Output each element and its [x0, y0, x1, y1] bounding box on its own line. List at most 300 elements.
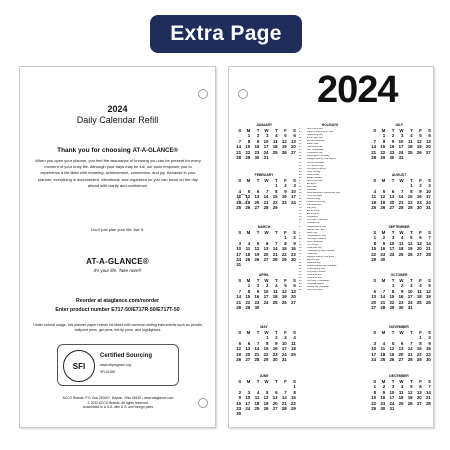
holiday-date: 28 — [299, 268, 302, 271]
holiday-name: Washington's Birthday — [307, 155, 330, 158]
day-cell: 3 — [410, 283, 413, 289]
day-cell: 19 — [380, 199, 386, 205]
day-cell: 21 — [254, 351, 260, 357]
weekday-label: T — [256, 178, 260, 183]
holiday-name: Earth Day — [307, 185, 318, 188]
day-cell: 9 — [256, 138, 260, 144]
extra-page-badge: Extra Page — [150, 15, 302, 53]
day-cell: 2 — [293, 235, 296, 241]
weekday-label: T — [274, 178, 278, 183]
refill-title: Daily Calendar Refill — [76, 115, 159, 125]
day-cell: 29 — [380, 155, 386, 161]
day-cell: 24 — [389, 251, 395, 257]
day-cell: 14 — [371, 144, 377, 150]
day-cell: 28 — [236, 155, 242, 161]
day-cell: 6 — [266, 240, 269, 246]
holiday-date: 2 — [299, 134, 301, 137]
day-cell: 16 — [254, 294, 260, 300]
day-cell: 9 — [419, 188, 422, 194]
address-line: © 2022 ACCO Brands. All rights reserved. — [87, 400, 149, 405]
holiday-name: Passover — [307, 188, 317, 191]
weekday-label: S — [238, 128, 242, 133]
day-cell: 23 — [281, 199, 287, 205]
day-cell: 6 — [373, 288, 377, 294]
day-cell: 3 — [401, 133, 404, 139]
weekday-label: M — [246, 379, 251, 384]
holiday-date: 3 — [299, 255, 301, 258]
day-cell: 1 — [266, 335, 269, 341]
day-cell: 16 — [290, 246, 296, 252]
day-cell: 30 — [254, 155, 260, 161]
day-cell: 15 — [245, 294, 251, 300]
dont-just-plan: Don't just plan your life, live it. — [91, 227, 144, 232]
day-cell: 25 — [245, 257, 251, 263]
day-cell: 15 — [380, 144, 386, 150]
day-cell: 19 — [425, 294, 431, 300]
binder-hole — [238, 89, 248, 99]
day-cell: 18 — [245, 251, 251, 257]
day-cell: 14 — [380, 294, 386, 300]
day-cell — [287, 357, 296, 362]
day-cell: 27 — [371, 305, 377, 311]
holiday-name: Lincoln's Birthday — [307, 140, 325, 143]
weekday-label: W — [399, 330, 404, 335]
weekday-label: W — [399, 178, 404, 183]
weekday-label: T — [256, 379, 260, 384]
weekday-label: M — [381, 379, 386, 384]
holiday-date: 14 — [299, 207, 302, 210]
day-cell — [269, 411, 278, 416]
weekday-label: W — [264, 379, 269, 384]
day-cell: 27 — [416, 251, 422, 257]
day-cell: 5 — [247, 188, 251, 194]
day-cell: 19 — [263, 400, 269, 406]
day-cell: 15 — [272, 194, 278, 200]
holiday-name: Juneteenth — [307, 216, 319, 219]
day-cell — [269, 155, 278, 160]
weekday-label: F — [419, 178, 422, 183]
day-cell: 22 — [281, 251, 287, 257]
day-cell: 10 — [290, 188, 296, 194]
day-cell: 14 — [425, 240, 431, 246]
holiday-name: Daylight Saving Time Begins — [307, 158, 336, 161]
day-cell: 3 — [284, 335, 287, 341]
day-cell: 3 — [266, 133, 269, 139]
holiday-date: 24 — [299, 274, 302, 277]
holiday-name: Labor Day — [307, 231, 318, 234]
month-january — [232, 123, 296, 160]
holiday-date: 3 — [299, 240, 301, 243]
day-cell: 27 — [416, 400, 422, 406]
weekday-label: W — [399, 379, 404, 384]
week-row — [367, 406, 431, 411]
weekday-label: T — [256, 278, 260, 283]
day-cell: 8 — [293, 389, 296, 395]
day-cell: 4 — [419, 283, 422, 289]
weekday-label: S — [238, 330, 242, 335]
holiday-date: 1 — [299, 222, 301, 225]
holiday-date: 26 — [299, 283, 302, 286]
day-cell: 18 — [416, 294, 422, 300]
holiday-date: 1 — [299, 128, 301, 130]
day-cell: 9 — [293, 240, 296, 246]
weekday-label: F — [284, 178, 287, 183]
holiday-name: April Fools' Day — [307, 179, 323, 182]
weekday-label: S — [373, 128, 377, 133]
day-cell: 26 — [263, 406, 269, 412]
day-cell: 1 — [382, 133, 386, 139]
day-cell: 26 — [236, 357, 242, 363]
weekday-label: S — [292, 128, 296, 133]
day-cell: 20 — [245, 351, 251, 357]
day-cell: 12 — [263, 395, 269, 401]
day-cell: 13 — [389, 194, 395, 200]
day-cell: 7 — [266, 188, 269, 194]
weekday-label: W — [264, 128, 269, 133]
day-cell: 11 — [236, 194, 242, 200]
day-cell: 8 — [373, 389, 377, 395]
holiday-name: Thanksgiving Day — [307, 268, 325, 271]
holiday-name: Christmas Day — [307, 277, 322, 280]
address-line: Assembled in U.S.A. with U.S. and foreign parts — [83, 405, 153, 409]
weekday-label: T — [256, 128, 260, 133]
day-cell: 3 — [247, 389, 251, 395]
day-cell: 29 — [371, 257, 377, 263]
day-cell: 16 — [236, 400, 242, 406]
day-cell: 1 — [247, 133, 251, 139]
weekday-label: S — [238, 278, 242, 283]
day-cell: 25 — [398, 251, 404, 257]
day-cell: 3 — [428, 183, 431, 189]
day-cell: 23 — [416, 199, 422, 205]
day-cell: 4 — [293, 335, 296, 341]
day-cell: 6 — [428, 133, 431, 139]
weekday-label: M — [381, 178, 386, 183]
holiday-name: Kwanzaa Begins — [307, 283, 324, 286]
day-cell: 4 — [401, 235, 404, 241]
day-cell — [269, 305, 278, 310]
day-cell: 5 — [419, 133, 422, 139]
holiday-date: 14 — [299, 149, 302, 152]
day-cell: 24 — [407, 299, 413, 305]
day-cell — [278, 305, 287, 310]
day-cell: 6 — [391, 188, 395, 194]
weekday-label: M — [381, 128, 386, 133]
day-cell — [259, 305, 268, 310]
day-cell: 25 — [371, 205, 377, 211]
day-cell: 8 — [391, 288, 395, 294]
day-cell: 7 — [373, 138, 377, 144]
day-cell: 5 — [428, 283, 431, 289]
day-cell: 17 — [389, 395, 395, 401]
day-cell: 1 — [373, 384, 377, 390]
calendar-year: 2024 — [317, 69, 398, 111]
holiday-date: 26 — [299, 286, 302, 289]
day-cell: 2 — [401, 283, 404, 289]
normal-use-note: Under normal usage, this planner paper resists ink bleed with common writing instruments such as pencils, ballpoint pens, gel pens, felt-tip pens, and highlighters. — [33, 323, 203, 332]
day-cell: 1 — [284, 235, 287, 241]
day-cell: 29 — [245, 305, 251, 311]
weekday-label: S — [292, 230, 296, 235]
weekday-label: T — [391, 379, 395, 384]
day-cell: 19 — [254, 251, 260, 257]
day-cell: 26 — [281, 299, 287, 305]
holiday-name: Daylight Saving Time Ends — [307, 255, 334, 258]
day-cell: 6 — [247, 340, 251, 346]
day-cell: 20 — [290, 294, 296, 300]
day-cell: 27 — [398, 357, 404, 363]
day-cell: 28 — [407, 357, 413, 363]
day-cell: 17 — [263, 144, 269, 150]
holiday-date: 5 — [299, 259, 301, 262]
day-cell: 14 — [236, 294, 242, 300]
day-cell: 1 — [293, 384, 296, 390]
day-cell: 25 — [398, 400, 404, 406]
day-cell: 13 — [398, 346, 404, 352]
day-cell: 9 — [391, 138, 395, 144]
holiday-name: Yom Kippur — [307, 243, 319, 246]
day-cell — [287, 411, 296, 416]
day-cell: 17 — [371, 351, 377, 357]
day-cell: 7 — [428, 235, 431, 241]
holiday-name: Cinco de Mayo — [307, 195, 323, 198]
day-cell: 17 — [425, 194, 431, 200]
day-cell — [259, 262, 268, 267]
company-address — [30, 396, 206, 410]
day-cell: 17 — [263, 294, 269, 300]
weekday-label: T — [391, 178, 395, 183]
holiday-date: 1 — [299, 179, 301, 182]
weekday-label: F — [419, 230, 422, 235]
weekday-label: F — [419, 278, 422, 283]
day-cell: 21 — [236, 299, 242, 305]
week-row — [232, 305, 296, 310]
day-cell: 12 — [281, 288, 287, 294]
month-february — [232, 173, 296, 210]
day-cell: 16 — [254, 144, 260, 150]
holiday-name: St. Patrick's Day — [307, 164, 324, 167]
weekday-label: T — [256, 330, 260, 335]
weekday-label: T — [409, 178, 413, 183]
day-cell: 14 — [407, 346, 413, 352]
holiday-date: 14 — [299, 246, 302, 249]
day-cell: 14 — [272, 246, 278, 252]
day-cell: 11 — [407, 138, 413, 144]
day-cell: 10 — [236, 246, 242, 252]
weekday-label: W — [264, 230, 269, 235]
day-cell: 8 — [373, 240, 377, 246]
week-row — [232, 262, 296, 267]
day-cell: 7 — [238, 288, 242, 294]
day-cell: 11 — [417, 288, 422, 294]
day-cell: 28 — [398, 205, 404, 211]
day-cell — [241, 262, 250, 267]
holiday-name: New Year's Eve — [307, 289, 323, 292]
holiday-date: 21 — [299, 271, 302, 274]
day-cell — [404, 406, 413, 411]
weekday-label: T — [391, 230, 395, 235]
thanks-heading — [20, 147, 215, 154]
day-cell: 9 — [382, 240, 386, 246]
product-number-text: Enter product number E717-50/E717R-50/E717T-50 — [55, 307, 180, 313]
day-cell: 28 — [380, 305, 386, 311]
weekday-label: F — [284, 278, 287, 283]
day-cell: 7 — [410, 340, 413, 346]
holiday-name: Halloween — [307, 252, 318, 255]
day-cell — [278, 262, 287, 267]
week-row — [232, 411, 296, 416]
holiday-name: Ash Wednesday — [307, 149, 324, 152]
month-name: AUGUST — [391, 173, 407, 177]
day-cell: 18 — [380, 351, 386, 357]
holiday-date: 25 — [299, 277, 302, 280]
day-cell: 28 — [272, 257, 278, 263]
day-cell: 22 — [245, 299, 251, 305]
day-cell: 13 — [290, 138, 296, 144]
day-cell: 12 — [407, 240, 413, 246]
day-cell: 27 — [389, 205, 395, 211]
day-cell: 20 — [371, 299, 377, 305]
day-cell: 29 — [371, 406, 377, 412]
day-cell: 25 — [272, 299, 278, 305]
day-cell: 8 — [410, 188, 413, 194]
holiday-date: 10 — [299, 161, 302, 164]
day-cell: 14 — [281, 395, 287, 401]
day-cell: 5 — [284, 133, 287, 139]
day-cell: 10 — [398, 138, 404, 144]
day-cell: 20 — [290, 144, 296, 150]
holidays-list — [299, 123, 361, 293]
day-cell: 25 — [272, 149, 278, 155]
day-cell: 8 — [275, 188, 278, 194]
day-cell: 11 — [371, 194, 377, 200]
day-cell: 23 — [425, 351, 431, 357]
holiday-name: Independence Day — [307, 225, 326, 228]
holiday-date: 2 — [299, 231, 301, 234]
holiday-name: Remembrance Day (Canada) — [307, 265, 337, 268]
day-cell: 24 — [389, 400, 395, 406]
sfi-title: Certified Sourcing — [100, 353, 153, 359]
day-cell: 15 — [371, 246, 377, 252]
weekday-label: S — [238, 178, 242, 183]
weekday-label: S — [373, 178, 377, 183]
day-cell: 28 — [263, 205, 269, 211]
holiday-name: Flag Day — [307, 207, 317, 210]
day-cell — [287, 305, 296, 310]
week-row — [232, 357, 296, 362]
day-cell: 27 — [272, 406, 278, 412]
day-cell: 27 — [245, 357, 251, 363]
right-calendar-page — [228, 66, 434, 428]
day-cell: 22 — [407, 199, 413, 205]
month-november — [367, 325, 431, 362]
holiday-name: Thanksgiving Day (Canada) — [307, 249, 335, 252]
day-cell: 20 — [389, 199, 395, 205]
day-cell: 16 — [389, 144, 395, 150]
day-cell: 5 — [410, 384, 413, 390]
day-cell: 24 — [281, 351, 287, 357]
day-cell: 8 — [382, 138, 386, 144]
holiday-name: Presidents' Day — [307, 152, 323, 155]
day-cell: 25 — [416, 299, 422, 305]
day-cell: 26 — [389, 357, 395, 363]
day-cell: 23 — [254, 299, 260, 305]
day-cell: 21 — [272, 251, 278, 257]
holiday-date: 31 — [299, 252, 302, 255]
day-cell: 14 — [425, 389, 431, 395]
weekday-label: S — [292, 178, 296, 183]
weekday-label: T — [409, 330, 413, 335]
day-cell: 10 — [245, 395, 251, 401]
day-cell — [422, 257, 431, 262]
holiday-name: Veterans Day — [307, 262, 321, 265]
day-cell: 12 — [254, 246, 260, 252]
sfi-code: SFI-01268 — [100, 370, 115, 374]
day-cell: 11 — [272, 138, 278, 144]
month-name: JANUARY — [255, 123, 273, 127]
day-cell: 15 — [416, 346, 422, 352]
day-cell: 10 — [263, 138, 269, 144]
day-cell: 9 — [275, 340, 278, 346]
day-cell: 1 — [373, 235, 377, 241]
day-cell: 10 — [425, 188, 431, 194]
holiday-name: Election Day — [307, 259, 320, 262]
day-cell: 17 — [245, 400, 251, 406]
weekday-label: S — [373, 278, 377, 283]
day-cell: 20 — [272, 400, 278, 406]
refill-year: 2024 — [107, 104, 128, 114]
day-cell: 12 — [380, 194, 386, 200]
weekday-label: F — [284, 230, 287, 235]
day-cell: 11 — [272, 288, 278, 294]
day-cell: 3 — [391, 235, 395, 241]
brand-logo: AT-A-GLANCE® — [86, 257, 149, 266]
day-cell: 24 — [371, 357, 377, 363]
day-cell: 5 — [238, 340, 242, 346]
month-april — [232, 273, 296, 310]
holiday-name: Columbus Day — [307, 246, 322, 249]
holiday-name: New Year's Day — [307, 128, 323, 130]
month-name: SEPTEMBER — [388, 225, 410, 229]
holiday-name: Eid al-Adha — [307, 213, 319, 216]
sfi-url: www.sfiprogram.org — [100, 363, 131, 367]
day-cell: 10 — [389, 240, 395, 246]
holiday-date: 4 — [299, 225, 301, 228]
weekday-label: F — [284, 128, 287, 133]
left-refill-page — [19, 66, 216, 428]
day-cell: 16 — [380, 395, 386, 401]
day-cell: 29 — [281, 257, 287, 263]
holiday-date: 5 — [299, 195, 301, 198]
weekday-label: W — [264, 178, 269, 183]
holiday-date: 20 — [299, 219, 302, 222]
day-cell: 29 — [263, 357, 269, 363]
month-name: JUNE — [259, 374, 269, 378]
day-cell: 19 — [389, 351, 395, 357]
weekday-label: M — [246, 128, 251, 133]
holiday-date: 27 — [299, 204, 302, 207]
day-cell: 8 — [419, 340, 422, 346]
day-cell — [278, 411, 287, 416]
weekday-label: M — [246, 178, 251, 183]
day-cell: 18 — [398, 395, 404, 401]
day-cell: 10 — [263, 288, 269, 294]
day-cell: 29 — [272, 205, 278, 211]
weekday-label: M — [246, 330, 251, 335]
day-cell: 28 — [281, 406, 287, 412]
holiday-date: 7 — [299, 228, 301, 231]
day-cell: 16 — [281, 194, 287, 200]
